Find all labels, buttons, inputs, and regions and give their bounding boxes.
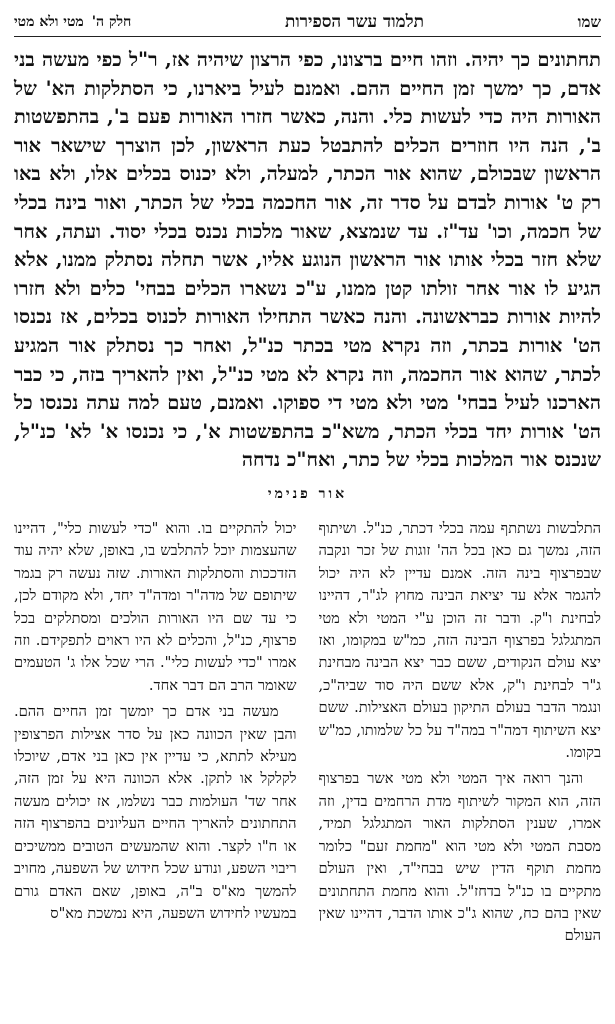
section-title: אור פנימי	[267, 486, 348, 502]
main-text: תחתונים כך יהיה. וזהו חיים ברצונו, כפי הרצון שיהיה אז, ר"ל כפי מעשה בני אדם, כך ימשך זמן החיים ההם. ואמנם לעיל ביארנו, כי הסתלקות הא' של האורות היה כדי לעשות כלי. והנה, כאשר חזרו האורות פעם ב', בהתפשטות ב', הנה היו חוזרים הכלים להתבטל כעת הראשון, לכן הוצרך שישאר אור הראשון שבכולם, שהוא אור הכתר, למעלה, ולא יכנוס בכלים אלו, ולא באו רק ט' אורות לבדם על סדר זה, אור החכמה בכלי של הכתר, ואור בינה בכלי של חכמה, וכו' עד"ז. עד שנמצא, שאור מלכות נכנס בכלי יסוד. ועתה, אחר שלא חזר בכלי אותו אור הראשון הנוגע אליו, אשר תחלה נסתלק ממנו, אלא הגיע לו אור אחר זולתו קטן ממנו, ע"כ נשארו הכלים בבחי' כלים ולא חזרו להיות אורות כבראשונה. והנה כאשר התחילו האורות לכנוס בכלים, אז נכנסו הט' אורות בכתר, וזה נקרא מטי בכתר כנ"ל, ואחר כך נסתלק אור המגיע לכתר, שהוא אור החכמה, וזה נקרא לא מטי כנ"ל, ואין להאריך בזה, כי כבר הארכנו לעיל בבחי' מטי ולא מטי די ספוקו. ואמנם, טעם למה עתה נכנסו כל הט' אורות יחד בכלי הכתר, משא"כ בהתפשטות א', כי נכנסו א' לא' כנ"ל, שנכנס אור המלכות בכלי של כתר, ואח"כ נדחה	[14, 48, 601, 472]
header-book-title: תלמוד עשר הספירות	[284, 12, 424, 32]
header-part: חלק ה'	[91, 13, 132, 30]
right-column-paragraph-2: והנך רואה איך המטי ולא מטי אשר בפרצוף הזה, הוא המקור לשיתוף מדת הרחמים בדין, וזה אמרו, שענין הסתלקות האור המתגלגל תמיד, מסבת המטי ולא מטי הוא "מחמת זעם" כלומר מחמת תוקף הדין שיש בבחי"ד, ואין העולם מתקיים בו כנ"ל בדחז"ל. והוא מחמת התחתונים שאין בהם כח, שהוא ג"כ אותו הדבר, דהיינו שאין העולם	[318, 770, 601, 945]
left-column-paragraph-2: מעשה בני אדם כך יומשך זמן החיים ההם. והבן שאין הכוונה כאן על סדר אצילות הפרצופין מעילא לתתא, כי עדיין אין כאן בני אדם, שיוכלו לקלקל או לתקן. אלא הכוונה היא על זמן הזה, אחר שד' העולמות כבר נשלמו, אז יכולים מעשה התחתונים להאריך החיים העליונים בהפרצוף הזה או ח"ו לקצר. והוא שהמעשים הטובים ממשיכים ריבוי השפע, ונודע שכל חידוש של השפעה, מחויב להמשך מא"ס ב"ה, באופן, שאם האדם גורם במעשיו לחידוש השפעה, היא נמשכת מא"ס	[14, 703, 297, 922]
right-column-paragraph-1: התלבשות נשתתף עמה בכלי דכתר, כנ"ל. ושיתוף הזה, נמשך גם כאן בכל הה' זוגות של זכר ונקבה שבפרצוף בינה הזה. אמנם עדיין לא היה יכול להגמר אלא עד יציאת הבינה מחוץ לג"ר, דהיינו לבחינת ו"ק. ודבר זה הוכן ע"י המטי ולא מטי המתגלגל בפרצוף הבינה הזה, כמ"ש במקומו, ואז יצא עולם הנקודים, ששם כבר יצא הבינה מבחינת ג"ר לבחינת ו"ק, אלא ששם היה סוד שביה"כ, ונגמר הדבר בעולם התיקון בעולם האצילות. ששם יצא השיתוף דמה"ר במה"ד על כל שלמותו, כמ"ש בקומו.	[318, 520, 601, 762]
right-column	[319, 518, 602, 1018]
running-header	[14, 8, 601, 37]
commentary-columns	[14, 518, 601, 1018]
header-topic: מטי ולא מטי	[14, 13, 84, 30]
main-text-block	[14, 46, 601, 475]
header-portion: שמו	[577, 12, 601, 31]
left-column-paragraph-1: יכול להתקיים בו. והוא "כדי לעשות כלי", דהיינו שהעצמות יוכל להתלבש בו, באופן, שלא יהיה עוד הזדככות והסתלקות האורות. שזה נעשה רק בגמר שיתופם של מדה"ר ומדה"ד יחד, ולא מקודם לכן, כי עד שם היו האורות הולכים ומסתלקים בכל פרצוף, כנ"ל, והכלים לא היו ראוים לתפקידם. וזה אמרו "כדי לעשות כלי". הרי שכל אלו ג' הטעמים שאומר הרב הם דבר אחד.	[14, 520, 297, 694]
left-column	[14, 518, 297, 1018]
